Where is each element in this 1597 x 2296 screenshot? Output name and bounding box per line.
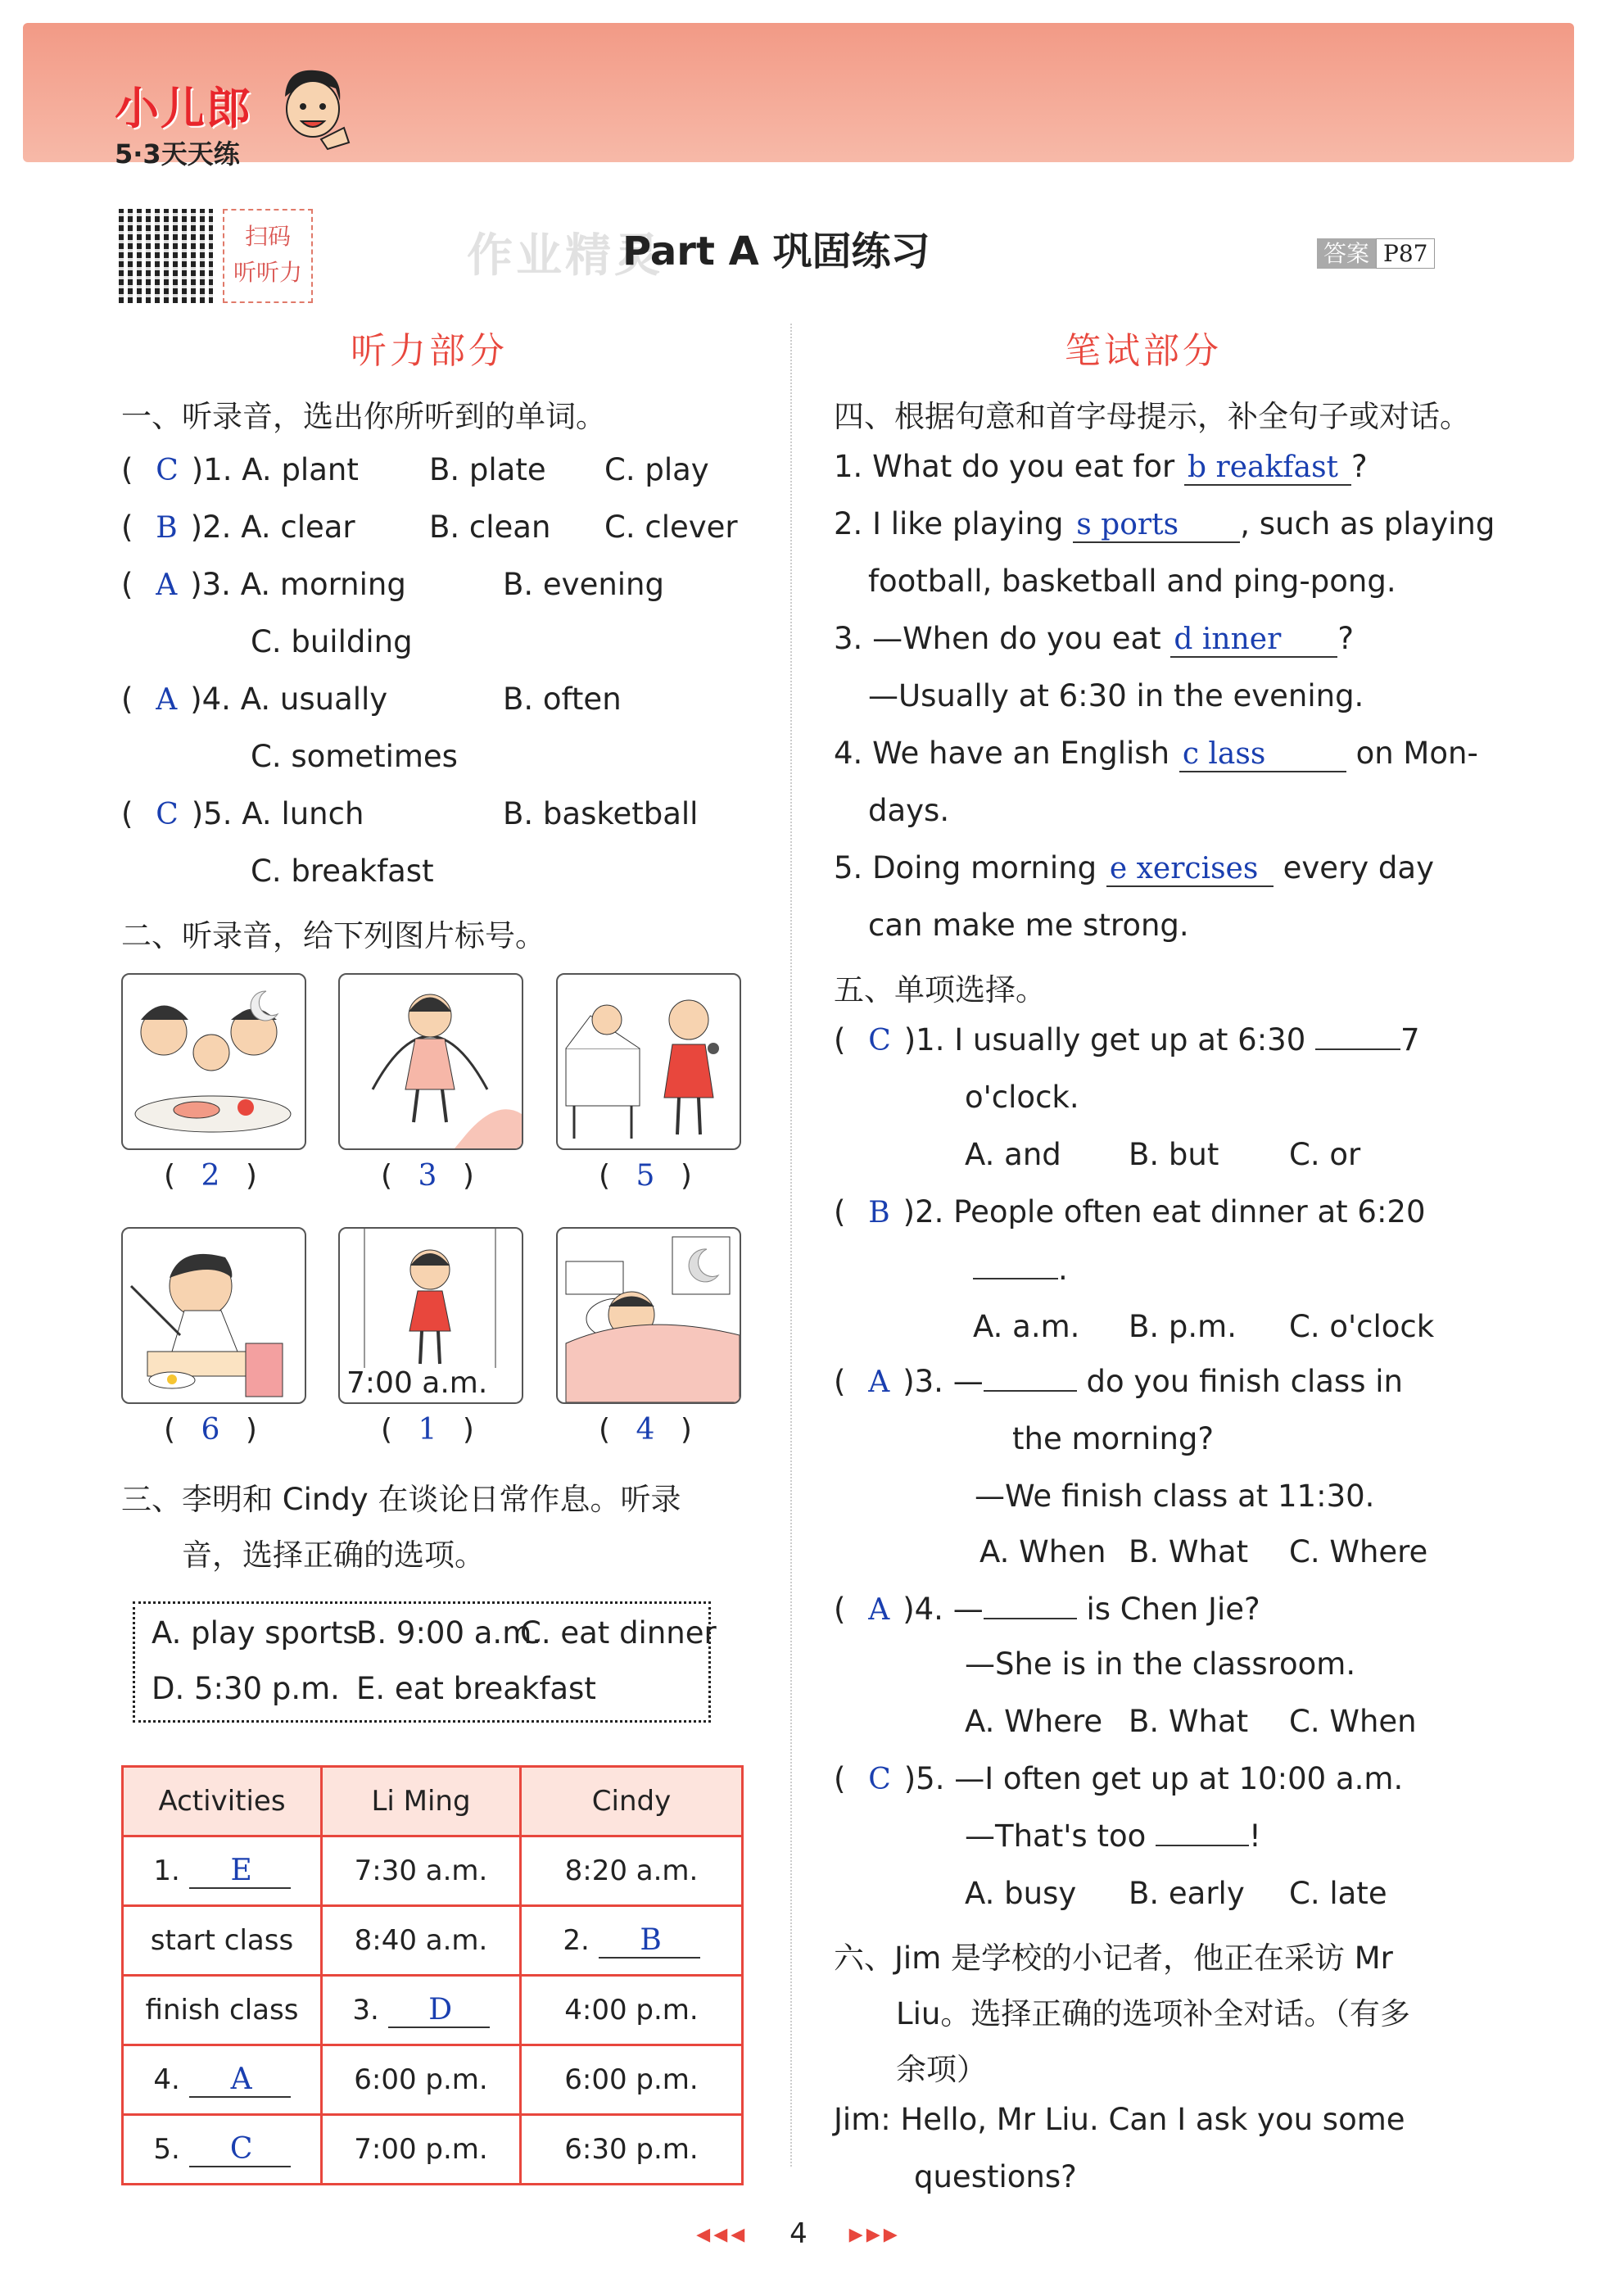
header-cindy: Cindy [521, 1767, 743, 1836]
question-text: )2. People often eat dinner at 6:20 [903, 1194, 1426, 1230]
table-header-row [123, 1767, 743, 1836]
question-text: every day [1283, 850, 1434, 885]
answer: C [189, 2132, 291, 2167]
table-row [123, 1836, 743, 1906]
sec1-item-3: ( A )3. A. morning [121, 567, 406, 602]
sec5-q5: ( C )5. —I often get up at 10:00 a.m. [834, 1761, 1404, 1796]
option-b: B. basketball [503, 796, 699, 831]
sec4-title: 四、根据句意和首字母提示，补全句子或对话。 [834, 399, 1470, 434]
question-text: 4. We have an English [834, 736, 1170, 771]
question-text: 7 [1400, 1022, 1420, 1057]
brand-series: 5·3天天练 [115, 138, 240, 170]
answer: D [388, 1993, 490, 2028]
sec5-q3-line2: the morning? [1012, 1421, 1215, 1456]
row-number: 4. [153, 2063, 180, 2096]
clock-time: 7:00 a.m. [346, 1366, 488, 1400]
answer: A [868, 1365, 890, 1399]
watermark: 作业精灵 [467, 229, 663, 283]
row-number: 5. [153, 2132, 180, 2166]
answer: 3 [418, 1159, 437, 1193]
sec4-q4-line2: days. [868, 793, 950, 828]
table-cell [123, 2115, 322, 2185]
header-band [23, 23, 1574, 162]
scan-line2: 听听力 [233, 259, 302, 286]
option-b: B. clean [429, 509, 551, 545]
sec4-q3 [834, 621, 1354, 658]
option-c: C. o'clock [1289, 1309, 1435, 1344]
sec4-q5-line2: can make me strong. [868, 908, 1189, 943]
option-b: B. evening [503, 567, 664, 602]
option-a: A. clear [241, 509, 355, 545]
option-b: B. 9:00 a.m. [356, 1615, 541, 1651]
sec3-title-line1: 三、李明和 Cindy 在谈论日常作息。听录 [121, 1482, 681, 1517]
question-text: , such as playing [1240, 506, 1495, 541]
option-a: A. busy [965, 1876, 1077, 1911]
answer: C [156, 454, 179, 487]
sec1-title: 一、听录音，选出你所听到的单词。 [121, 399, 606, 434]
prev-arrows-icon: ◂◂◂ [696, 2217, 749, 2250]
question-text: do you finish class in [1086, 1364, 1403, 1399]
sec5-q1-line2: o'clock. [965, 1080, 1079, 1115]
sec5-q2: ( B )2. People often eat dinner at 6:20 [834, 1194, 1426, 1230]
row-number: 3. [352, 1993, 379, 2027]
picture-boy-sleeping [556, 1227, 741, 1404]
option-c: C. or [1289, 1137, 1361, 1172]
table-cell: 7:30 a.m. [322, 1836, 521, 1906]
piano-icon [558, 975, 740, 1148]
page-title: Part A 巩固练习 [622, 229, 930, 274]
question-text: ! [1249, 1818, 1261, 1854]
option-a: A. plant [242, 452, 359, 487]
option-c: C. Where [1289, 1534, 1428, 1569]
option-c: C. sometimes [251, 739, 458, 774]
sec5-q1: ( C )1. I usually get up at 6:30 7 [834, 1022, 1420, 1057]
answer: c lass [1179, 737, 1346, 772]
table-cell [521, 1906, 743, 1976]
sec5-q3-line3: —We finish class at 11:30. [975, 1479, 1375, 1514]
sec4-q2 [834, 506, 1495, 543]
question-text: )3. — [903, 1364, 984, 1399]
option-b: B. plate [429, 452, 546, 487]
item-number: )1. [191, 452, 233, 487]
sec2-title: 二、听录音，给下列图片标号。 [121, 918, 545, 953]
picture-piano-singing [556, 973, 741, 1150]
column-divider [790, 324, 792, 2167]
picture-number-5: ( 1 ) [381, 1413, 474, 1447]
question-text: 2. I like playing [834, 506, 1064, 541]
picture-boy-eating [121, 1227, 306, 1404]
sleeping-icon [558, 1229, 740, 1402]
option-a: A. lunch [242, 796, 364, 831]
answer: B [599, 1923, 700, 1959]
answer: A [156, 568, 178, 602]
answer: 6 [201, 1413, 220, 1447]
answer-page: P87 [1376, 238, 1435, 269]
question-text: ? [1351, 449, 1368, 484]
option-d: D. 5:30 p.m. [152, 1671, 340, 1706]
mascot-boy-icon [270, 64, 352, 154]
option-c: C. eat dinner [520, 1615, 717, 1651]
schedule-table [121, 1765, 744, 2185]
question-text: ? [1337, 621, 1355, 656]
girl-waking-icon [340, 1229, 522, 1368]
next-arrows-icon: ▸▸▸ [848, 2217, 901, 2250]
family-meal-icon [123, 975, 305, 1148]
sec6-line1: 六、Jim 是学校的小记者，他正在采访 Mr [834, 1941, 1393, 1976]
sec5-q2-line2 [973, 1252, 1068, 1287]
sec1-item-1: ( C )1. A. plant [121, 452, 359, 487]
picture-family-breakfast [121, 973, 306, 1150]
header-li-ming: Li Ming [322, 1767, 521, 1836]
boy-eating-icon [123, 1229, 305, 1402]
option-b: B. p.m. [1129, 1309, 1237, 1344]
sec1-item-2: ( B )2. A. clear [121, 509, 355, 545]
picture-number-1: ( 2 ) [164, 1159, 257, 1193]
table-cell: 6:30 p.m. [521, 2115, 743, 2185]
listening-title: 听力部分 [351, 330, 508, 372]
table-cell: start class [123, 1906, 322, 1976]
question-text: —That's too [965, 1818, 1147, 1854]
option-a: A. play sports [152, 1615, 359, 1651]
picture-number-2: ( 3 ) [381, 1159, 474, 1193]
sec5-title: 五、单项选择。 [834, 972, 1046, 1008]
table-cell: 6:00 p.m. [322, 2045, 521, 2115]
answer: A [156, 683, 178, 717]
question-text: )5. —I often get up at 10:00 a.m. [903, 1761, 1404, 1796]
brand-name: 小儿郎 [115, 83, 252, 134]
option-b: B. but [1129, 1137, 1219, 1172]
table-cell: 8:20 a.m. [521, 1836, 743, 1906]
question-text: )4. — [903, 1592, 984, 1627]
picture-number-4: ( 6 ) [164, 1413, 257, 1447]
item-number: )2. [190, 509, 232, 545]
sec1-item-5: ( C )5. A. lunch [121, 796, 364, 831]
answer: b reakfast [1184, 451, 1351, 486]
option-b: B. early [1129, 1876, 1245, 1911]
answer: E [189, 1854, 291, 1889]
table-cell [123, 2045, 322, 2115]
item-number: )3. [190, 567, 231, 602]
option-b: B. What [1129, 1704, 1249, 1739]
question-text: 5. Doing morning [834, 850, 1097, 885]
answer: C [868, 1763, 891, 1796]
item-number: )4. [190, 682, 231, 717]
sec4-q2-line2: football, basketball and ping-pong. [868, 564, 1396, 599]
option-b: B. What [1129, 1534, 1249, 1569]
picture-jump-rope [338, 973, 523, 1150]
sec5-q4: ( A )4. — is Chen Jie? [834, 1592, 1260, 1627]
answer: s ports [1073, 508, 1240, 543]
table-cell: 8:40 a.m. [322, 1906, 521, 1976]
option-c: C. breakfast [251, 854, 434, 889]
sec4-q4 [834, 736, 1478, 772]
table-cell [123, 1836, 322, 1906]
question-text: 1. What do you eat for [834, 449, 1175, 484]
header-activities: Activities [123, 1767, 322, 1836]
answer: d inner [1170, 623, 1337, 658]
sec5-q4-line2: —She is in the classroom. [965, 1646, 1356, 1682]
brand-logo [115, 74, 252, 171]
option-a: A. When [979, 1534, 1106, 1569]
answer-label: 答案 [1317, 238, 1376, 269]
answer: 1 [418, 1413, 437, 1447]
option-c: C. late [1289, 1876, 1387, 1911]
sec3-options-box [133, 1601, 717, 1723]
option-c: C. building [251, 624, 413, 659]
question-text: . [1058, 1252, 1068, 1287]
sec6-dialogue-jim: Jim: Hello, Mr Liu. Can I ask you some [834, 2102, 1405, 2137]
sec4-q1 [834, 449, 1368, 486]
table-cell: 4:00 p.m. [521, 1976, 743, 2045]
jump-rope-icon [340, 975, 522, 1148]
scan-line1: 扫码 [244, 223, 291, 250]
sec6-dialogue-jim-line2: questions? [914, 2159, 1077, 2194]
writing-title: 笔试部分 [1065, 330, 1222, 372]
table-row [123, 1906, 743, 1976]
sec6-line3: 余项） [896, 2052, 987, 2087]
table-row [123, 1976, 743, 2045]
answer: C [868, 1024, 891, 1057]
question-text: )1. I usually get up at 6:30 [903, 1022, 1306, 1057]
option-c: C. clever [604, 509, 738, 545]
sec1-item-4: ( A )4. A. usually [121, 682, 388, 717]
question-text: is Chen Jie? [1086, 1592, 1260, 1627]
table-cell: 6:00 p.m. [521, 2045, 743, 2115]
question-text: on Mon- [1355, 736, 1478, 771]
item-number: )5. [191, 796, 233, 831]
qr-code-icon[interactable] [119, 209, 213, 303]
option-c: C. When [1289, 1704, 1417, 1739]
page-number: 4 [789, 2217, 808, 2250]
option-c: C. play [604, 452, 709, 487]
answer: B [156, 511, 178, 545]
answer-reference [1317, 236, 1435, 269]
picture-number-3: ( 5 ) [599, 1159, 692, 1193]
row-number: 1. [153, 1854, 180, 1887]
scan-to-listen-label [223, 209, 313, 303]
option-e: E. eat breakfast [356, 1671, 596, 1706]
answer: 2 [201, 1159, 220, 1193]
sec6-line2: Liu。选择正确的选项补全对话。（有多 [896, 1996, 1410, 2031]
option-a: A. usually [240, 682, 388, 717]
table-row [123, 2045, 743, 2115]
picture-number-6: ( 4 ) [599, 1413, 692, 1447]
answer: C [156, 798, 179, 831]
option-a: A. a.m. [973, 1309, 1080, 1344]
answer: e xercises [1106, 852, 1274, 887]
answer: 5 [636, 1159, 655, 1193]
answer: 4 [636, 1413, 655, 1447]
sec5-q5-line2 [965, 1818, 1261, 1854]
table-cell: finish class [123, 1976, 322, 2045]
table-row [123, 2115, 743, 2185]
option-a: A. and [965, 1137, 1061, 1172]
option-a: A. Where [965, 1704, 1103, 1739]
answer: B [868, 1196, 890, 1230]
sec5-q3: ( A )3. — do you finish class in [834, 1364, 1403, 1399]
answer: A [189, 2063, 291, 2098]
answer: A [868, 1593, 890, 1627]
option-a: A. morning [240, 567, 406, 602]
sec3-title-line2: 音，选择正确的选项。 [182, 1537, 485, 1573]
table-cell: 7:00 p.m. [322, 2115, 521, 2185]
sec4-q3-line2: —Usually at 6:30 in the evening. [868, 678, 1364, 713]
sec4-q5 [834, 850, 1434, 887]
page-footer [0, 2217, 1597, 2250]
table-cell [322, 1976, 521, 2045]
row-number: 2. [563, 1923, 590, 1957]
picture-girl-clock [338, 1227, 523, 1404]
option-b: B. often [503, 682, 622, 717]
question-text: 3. —When do you eat [834, 621, 1161, 656]
